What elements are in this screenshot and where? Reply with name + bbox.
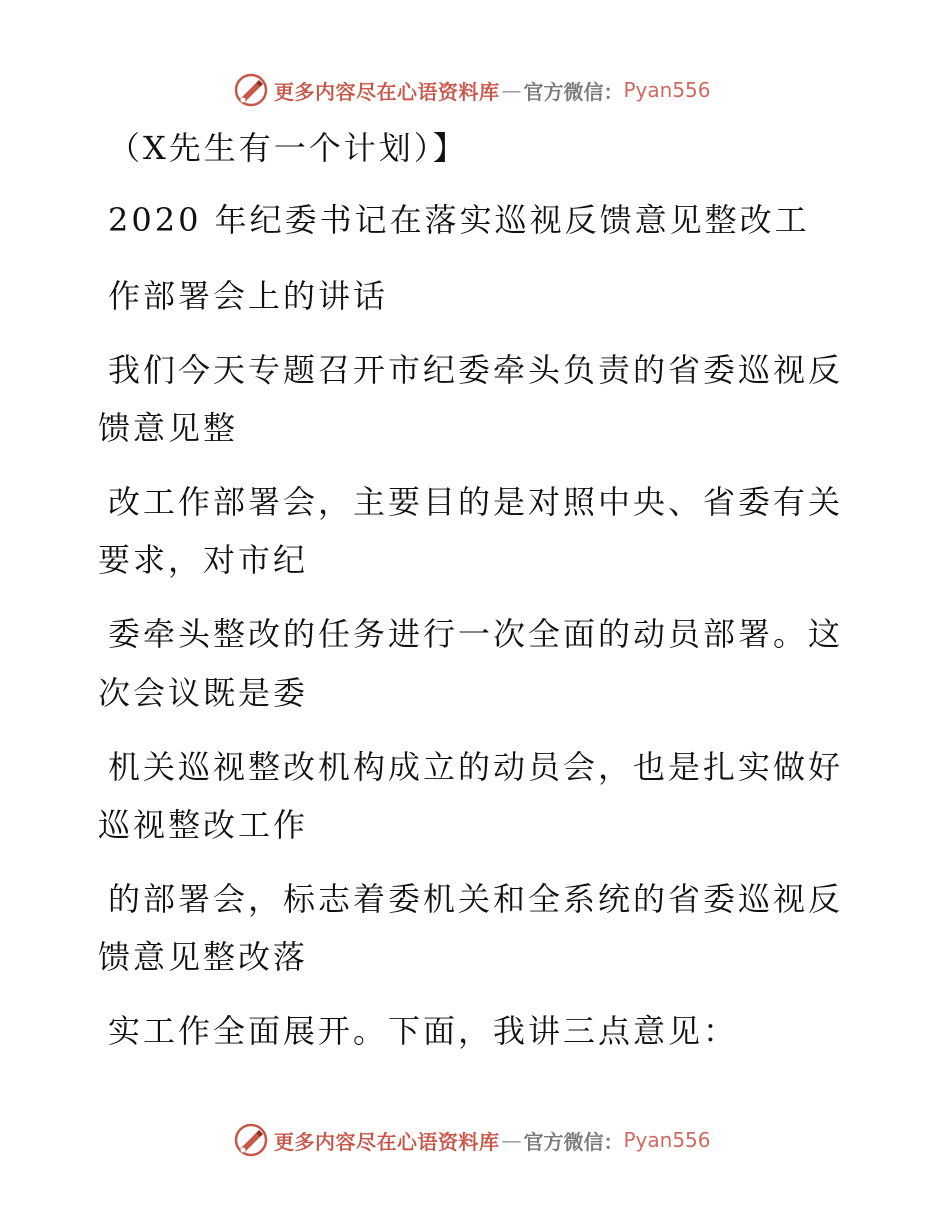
watermark-wechat-label: 官方微信： <box>523 1129 624 1154</box>
document-line: 作部署会上的讲话 <box>108 277 389 315</box>
document-line: 2020 年纪委书记在落实巡视反馈意见整改工 <box>108 201 810 239</box>
document-line: 要求，对市纪 <box>98 541 309 579</box>
watermark-wechat-id: Pyan556 <box>623 78 711 102</box>
document-line: 次会议既是委 <box>98 674 309 712</box>
document-line: 巡视整改工作 <box>98 806 309 844</box>
watermark-separator: — <box>501 78 522 102</box>
document-line: 实工作全面展开。下面，我讲三点意见： <box>108 1012 739 1050</box>
document-line: （X先生有一个计划）】 <box>108 129 468 167</box>
watermark-text: 更多内容尽在心语资料库 <box>274 79 500 104</box>
document-line: 改工作部署会，主要目的是对照中央、省委有关 <box>108 483 844 521</box>
document-line: 机关巡视整改机构成立的动员会，也是扎实做好 <box>108 748 844 786</box>
watermark-text: 更多内容尽在心语资料库 <box>274 1129 500 1154</box>
document-line: 的部署会，标志着委机关和全系统的省委巡视反 <box>108 880 844 918</box>
pen-logo-icon <box>234 73 268 107</box>
watermark-header <box>234 72 711 108</box>
document-line: 馈意见整改落 <box>98 938 309 976</box>
watermark-wechat-label: 官方微信： <box>523 79 624 104</box>
watermark-wechat-id: Pyan556 <box>623 1128 711 1152</box>
pen-logo-icon <box>234 1123 268 1157</box>
watermark-separator: — <box>501 1128 522 1152</box>
watermark-footer <box>234 1122 711 1158</box>
document-line: 馈意见整 <box>98 409 239 447</box>
document-line: 我们今天专题召开市纪委牵头负责的省委巡视反 <box>108 351 844 389</box>
document-line: 委牵头整改的任务进行一次全面的动员部署。这 <box>108 615 844 653</box>
